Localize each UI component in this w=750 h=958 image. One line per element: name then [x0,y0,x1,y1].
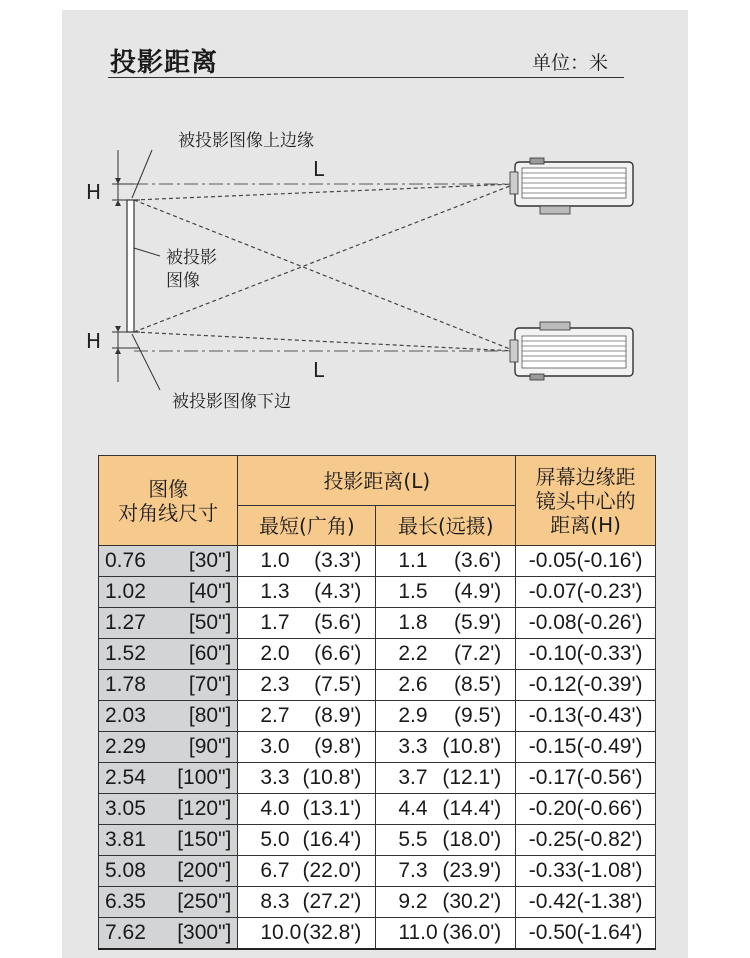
cell-diagonal-size: 1.02 [40"] [99,577,238,608]
projector-icon [510,158,633,214]
cell-diagonal-size: 1.52 [60"] [99,639,238,670]
dim-h-bottom: H [86,329,102,353]
cell-max-distance: 1.5 (4.9') [376,577,516,608]
cell-max-distance: 5.5 (18.0') [376,825,516,856]
cell-min-distance: 1.0 (3.3') [238,546,376,577]
table-row [99,577,656,608]
cell-offset-h: -0.20(-0.66') [516,794,656,825]
table-row [99,887,656,918]
cell-diagonal-size: 1.27 [50"] [99,608,238,639]
cell-max-distance: 2.6 (8.5') [376,670,516,701]
label-image-line2: 图像 [166,271,200,291]
cell-offset-h: -0.05(-0.16') [516,546,656,577]
table-row [99,546,656,577]
cell-diagonal-size: 5.08 [200"] [99,856,238,887]
header-projection-distance: 投影距离(L) [238,456,516,506]
cell-offset-h: -0.13(-0.43') [516,701,656,732]
table-row [99,794,656,825]
cell-diagonal-size: 2.54 [100"] [99,763,238,794]
header-min-wide: 最短(广角) [238,506,376,546]
cell-offset-h: -0.12(-0.39') [516,670,656,701]
unit-label: 单位：米 [532,52,609,74]
cell-diagonal-size: 2.29 [90"] [99,732,238,763]
cell-max-distance: 3.3 (10.8') [376,732,516,763]
cell-offset-h: -0.15(-0.49') [516,732,656,763]
cell-min-distance: 4.0 (13.1') [238,794,376,825]
cell-offset-h: -0.07(-0.23') [516,577,656,608]
projection-diagram [0,0,750,440]
cell-max-distance: 7.3 (23.9') [376,856,516,887]
cell-min-distance: 1.3 (4.3') [238,577,376,608]
cell-max-distance: 1.8 (5.9') [376,608,516,639]
cell-min-distance: 6.7 (22.0') [238,856,376,887]
table-row [99,670,656,701]
dim-h-top: H [86,180,102,204]
label-bottom-edge: 被投影图像下边 [172,392,291,412]
cell-diagonal-size: 0.76 [30"] [99,546,238,577]
table-row [99,732,656,763]
table-row [99,701,656,732]
cell-min-distance: 2.3 (7.5') [238,670,376,701]
screen-rect [127,200,134,332]
cell-max-distance: 1.1 (3.6') [376,546,516,577]
header-image-size: 图像 对角线尺寸 [99,456,238,546]
table-row [99,856,656,887]
cell-diagonal-size: 3.81 [150"] [99,825,238,856]
cell-max-distance: 2.2 (7.2') [376,639,516,670]
cell-min-distance: 10.0 (32.8') [238,918,376,950]
cell-diagonal-size: 3.05 [120"] [99,794,238,825]
cell-max-distance: 2.9 (9.5') [376,701,516,732]
cell-min-distance: 5.0 (16.4') [238,825,376,856]
cell-offset-h: -0.50(-1.64') [516,918,656,950]
cell-min-distance: 2.7 (8.9') [238,701,376,732]
cell-diagonal-size: 2.03 [80"] [99,701,238,732]
cell-min-distance: 1.7 (5.6') [238,608,376,639]
table-row [99,825,656,856]
cell-min-distance: 3.3 (10.8') [238,763,376,794]
cell-max-distance: 9.2 (30.2') [376,887,516,918]
dim-l-top: L [313,157,325,181]
table-row [99,639,656,670]
cell-offset-h: -0.10(-0.33') [516,639,656,670]
cell-offset-h: -0.17(-0.56') [516,763,656,794]
cell-offset-h: -0.08(-0.26') [516,608,656,639]
header-max-tele: 最长(远摄) [376,506,516,546]
header-offset-h: 屏幕边缘距 镜头中心的 距离(H) [516,456,656,546]
page-title: 投影距离 [110,48,219,78]
cell-min-distance: 8.3 (27.2') [238,887,376,918]
table-row [99,918,656,950]
cell-max-distance: 11.0 (36.0') [376,918,516,950]
cell-offset-h: -0.42(-1.38') [516,887,656,918]
cell-diagonal-size: 1.78 [70"] [99,670,238,701]
cell-offset-h: -0.25(-0.82') [516,825,656,856]
cell-diagonal-size: 7.62 [300"] [99,918,238,950]
projection-distance-table [98,455,656,950]
cell-max-distance: 3.7 (12.1') [376,763,516,794]
projector-icon [510,322,633,380]
cell-min-distance: 3.0 (9.8') [238,732,376,763]
cell-min-distance: 2.0 (6.6') [238,639,376,670]
cell-max-distance: 4.4 (14.4') [376,794,516,825]
cell-offset-h: -0.33(-1.08') [516,856,656,887]
label-top-edge: 被投影图像上边缘 [178,131,314,151]
label-image-line1: 被投影 [166,248,217,268]
cell-diagonal-size: 6.35 [250"] [99,887,238,918]
table-row [99,608,656,639]
dim-l-bottom: L [313,358,325,382]
table-row [99,763,656,794]
